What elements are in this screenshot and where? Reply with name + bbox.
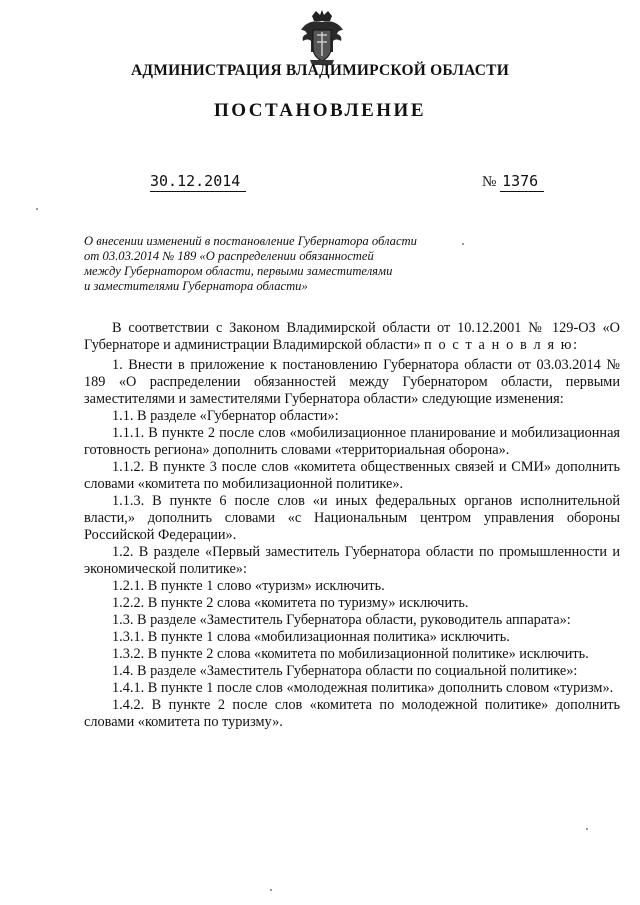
- number-sign: №: [482, 174, 497, 190]
- body-paragraph: 1.4. В разделе «Заместитель Губернатора области по социальной политике»:: [112, 663, 578, 679]
- body-paragraph: 1. Внести в приложение к постановлению Губернатора области от 03.03.2014 № 189 «О распределении обязанностей между Губернатором области, первыми заместителями и заместителями Губернатора области» следующие изменения:: [84, 357, 620, 407]
- subject-line: О внесении изменений в постановление Губернатора области: [84, 234, 417, 248]
- subject-line: между Губернатором области, первыми заместителями: [84, 264, 393, 278]
- body-paragraph: 1.2. В разделе «Первый заместитель Губернатора области по промышленности и экономической политике»:: [84, 544, 620, 577]
- body-paragraph: 1.1.1. В пункте 2 после слов «мобилизационное планирование и мобилизационная готовность региона» дополнить словами «территориальная оборона».: [84, 425, 620, 458]
- preamble-text: В соответствии с Законом Владимирской области от 10.12.2001 № 129-ОЗ «О Губернаторе и администрации Владимирской области»: [84, 320, 620, 353]
- body-paragraph: 1.3. В разделе «Заместитель Губернатора области, руководитель аппарата»:: [112, 612, 571, 628]
- decree-word: п о с т а н о в л я ю:: [424, 337, 579, 353]
- subject-line: и заместителями Губернатора области»: [84, 279, 308, 293]
- body-paragraph: 1.4.2. В пункте 2 после слов «комитета по молодежной политике» дополнить словами «комитета по туризму».: [84, 697, 620, 730]
- organization-title: АДМИНИСТРАЦИЯ ВЛАДИМИРСКОЙ ОБЛАСТИ: [131, 62, 509, 79]
- scan-speck: [586, 828, 588, 830]
- document-date: 30.12.2014: [150, 172, 246, 192]
- scan-speck: [36, 208, 38, 210]
- body-paragraph: 1.1.2. В пункте 3 после слов «комитета общественных связей и СМИ» дополнить словами «комитета по мобилизационной политике».: [84, 459, 620, 492]
- preamble-paragraph: [84, 320, 620, 354]
- document-number-block: [482, 172, 544, 191]
- document-body: [84, 320, 620, 731]
- body-paragraph: 1.4.1. В пункте 1 после слов «молодежная политика» дополнить словом «туризм».: [112, 680, 614, 696]
- body-paragraph: 1.2.2. В пункте 2 слова «комитета по туризму» исключить.: [112, 595, 469, 611]
- body-paragraph: 1.3.1. В пункте 1 слова «мобилизационная политика» исключить.: [112, 629, 510, 645]
- body-paragraph: 1.1.3. В пункте 6 после слов «и иных федеральных органов исполнительной власти,» дополнить словами «с Национальным центром управления обороны Российской Федерации».: [84, 493, 620, 543]
- subject-line: от 03.03.2014 № 189 «О распределении обязанностей: [84, 249, 374, 263]
- document-number: 1376: [500, 172, 544, 192]
- scan-speck: [462, 243, 464, 245]
- coat-of-arms-emblem: [298, 8, 346, 68]
- body-paragraph: 1.3.2. В пункте 2 слова «комитета по мобилизационной политике» исключить.: [112, 646, 589, 662]
- document-type-title: ПОСТАНОВЛЕНИЕ: [213, 100, 427, 121]
- body-paragraph: 1.1. В разделе «Губернатор области»:: [112, 408, 339, 424]
- document-subject: [84, 234, 444, 294]
- body-paragraph: 1.2.1. В пункте 1 слово «туризм» исключить.: [112, 578, 385, 594]
- scan-speck: [270, 889, 272, 891]
